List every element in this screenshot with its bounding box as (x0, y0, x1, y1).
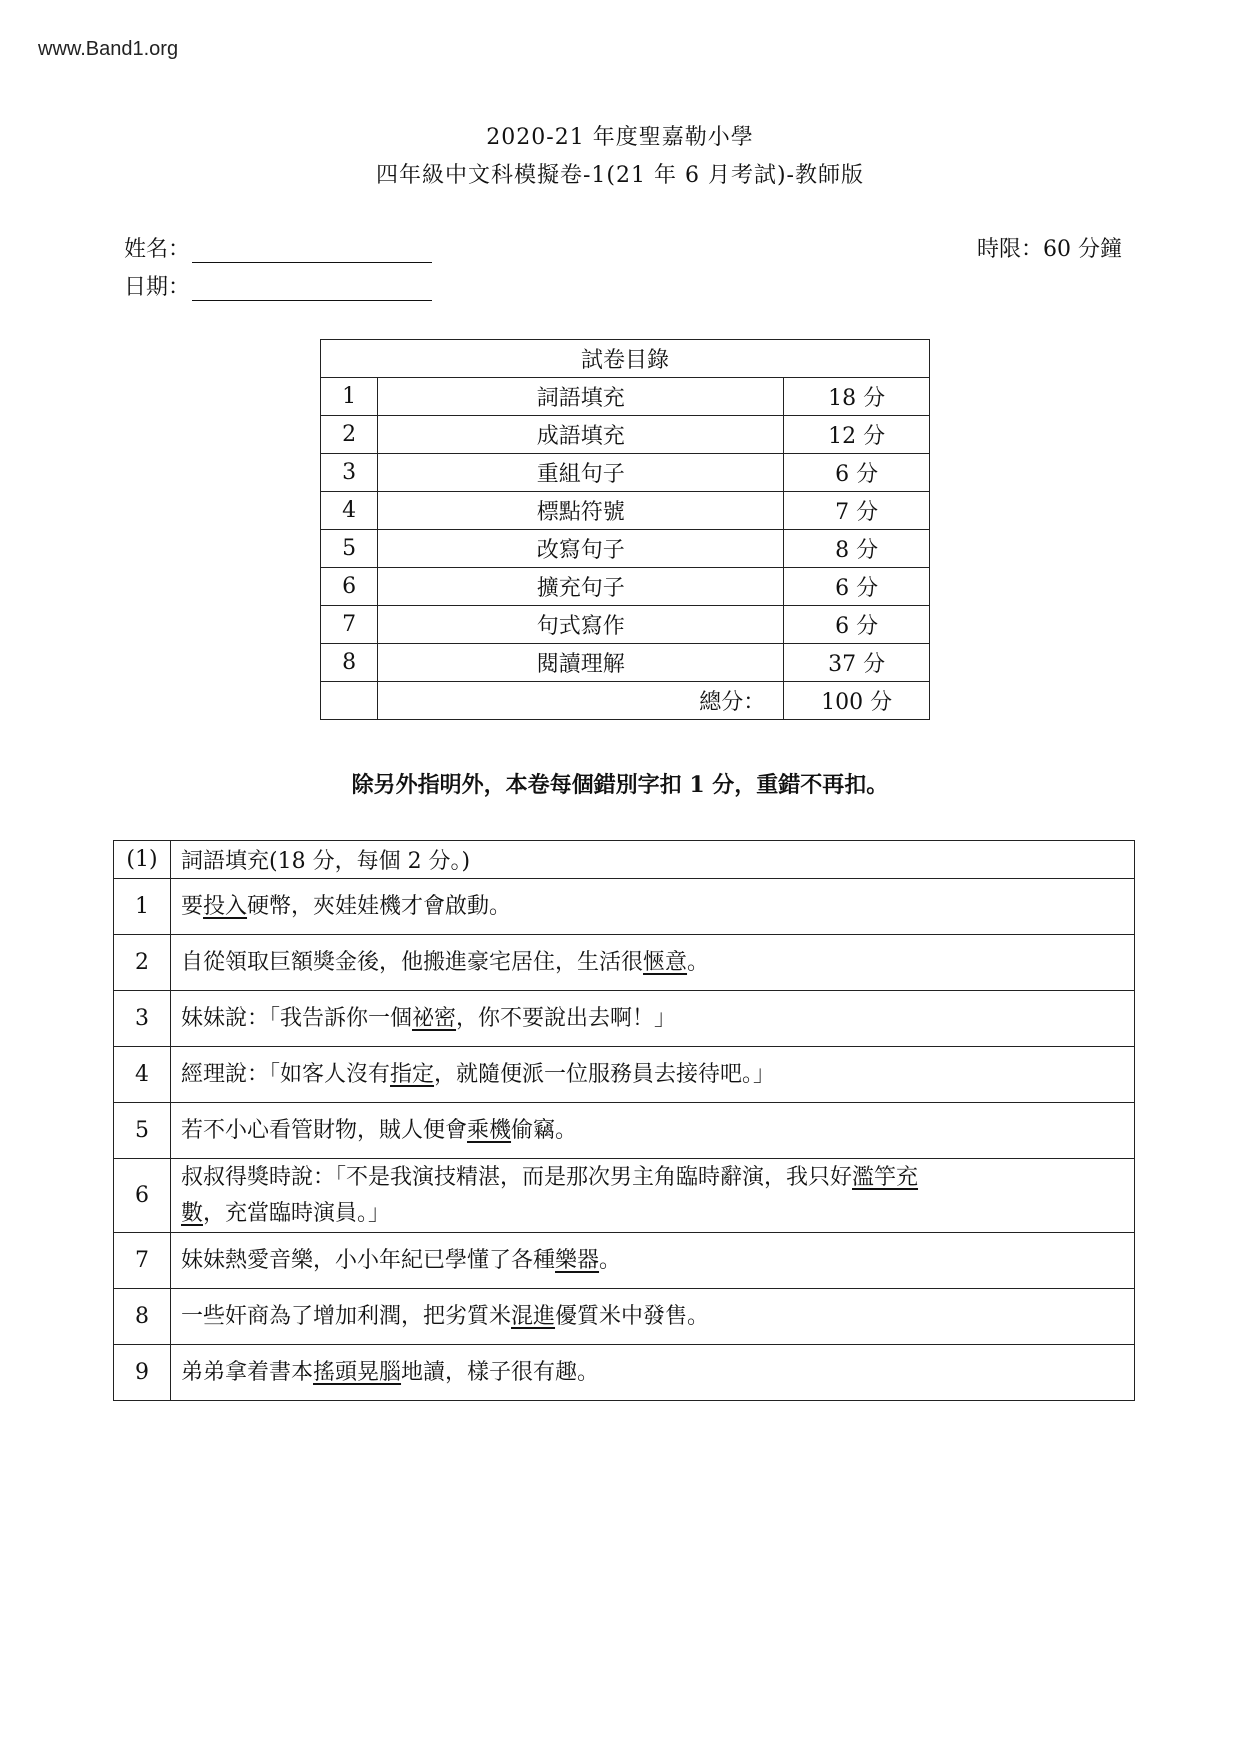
name-field (124, 232, 432, 263)
question-answer: 樂器 (555, 1247, 600, 1273)
contents-row (321, 606, 930, 644)
section1-table (113, 840, 1135, 1401)
contents-row-number: 8 (321, 644, 378, 682)
contents-row-section: 標點符號 (378, 492, 784, 530)
question-number: 4 (114, 1047, 171, 1103)
site-watermark: www.Band1.org (38, 38, 179, 60)
contents-total-label: 總分： (378, 682, 784, 720)
contents-row-score: 8 分 (784, 530, 930, 568)
question-text-before: 自從領取巨額獎金後，他搬進豪宅居住，生活很 (181, 949, 644, 975)
contents-total-row (321, 682, 930, 720)
question-number: 2 (114, 935, 171, 991)
contents-total-score: 100 分 (784, 682, 930, 720)
question-row (114, 1345, 1135, 1401)
question-number: 7 (114, 1233, 171, 1289)
question-text-after: 偷竊。 (511, 1117, 578, 1143)
contents-total-empty (321, 682, 378, 720)
question-number: 9 (114, 1345, 171, 1401)
question-row (114, 1233, 1135, 1289)
question-number: 3 (114, 991, 171, 1047)
contents-row-section: 詞語填充 (378, 378, 784, 416)
question-text (171, 1289, 1135, 1345)
question-number: 5 (114, 1103, 171, 1159)
contents-row (321, 644, 930, 682)
question-answer: 投入 (203, 893, 248, 919)
contents-heading-row (321, 340, 930, 378)
question-text-after: ，充當臨時演員。」 (203, 1200, 391, 1226)
contents-row-number: 1 (321, 378, 378, 416)
contents-row-number: 3 (321, 454, 378, 492)
question-text (171, 1047, 1135, 1103)
question-text (171, 1233, 1135, 1289)
question-text-before: 若不小心看管財物，賊人便會 (181, 1117, 468, 1143)
question-answer: 濫竽充數 (181, 1164, 919, 1226)
contents-row-number: 2 (321, 416, 378, 454)
question-text-before: 一些奸商為了增加利潤，把劣質米 (181, 1303, 512, 1329)
contents-row (321, 416, 930, 454)
question-number: 1 (114, 879, 171, 935)
question-text (171, 1103, 1135, 1159)
question-text-before: 妹妹熱愛音樂，小小年紀已學懂了各種 (181, 1247, 556, 1273)
question-text-after: ，就隨便派一位服務員去接待吧。」 (434, 1061, 776, 1087)
contents-heading: 試卷目錄 (321, 340, 930, 378)
question-text-after: 硬幣，夾娃娃機才會啟動。 (247, 893, 512, 919)
question-answer: 搖頭晃腦 (313, 1359, 402, 1385)
section-number: (1) (114, 841, 171, 879)
question-row (114, 935, 1135, 991)
question-answer: 乘機 (467, 1117, 512, 1143)
contents-row-score: 37 分 (784, 644, 930, 682)
date-blank-line (192, 276, 432, 301)
name-label: 姓名： (124, 237, 191, 262)
question-text-before: 妹妹說：「我告訴你一個 (181, 1005, 413, 1031)
contents-row-section: 改寫句子 (378, 530, 784, 568)
contents-row-section: 閱讀理解 (378, 644, 784, 682)
question-number: 6 (114, 1159, 171, 1233)
section1-header-row (114, 841, 1135, 879)
question-text-after: 。 (599, 1247, 622, 1273)
contents-row-section: 重組句子 (378, 454, 784, 492)
contents-row-score: 6 分 (784, 454, 930, 492)
question-text (171, 991, 1135, 1047)
question-text (171, 1345, 1135, 1401)
contents-row-score: 6 分 (784, 606, 930, 644)
contents-row-score: 12 分 (784, 416, 930, 454)
time-limit: 時限：60 分鐘 (977, 237, 1122, 262)
question-row (114, 1289, 1135, 1345)
contents-row-score: 18 分 (784, 378, 930, 416)
question-answer: 祕密 (412, 1005, 457, 1031)
contents-table (320, 339, 930, 720)
contents-row-section: 句式寫作 (378, 606, 784, 644)
question-text-before: 弟弟拿着書本 (181, 1359, 314, 1385)
contents-row (321, 530, 930, 568)
contents-row-number: 4 (321, 492, 378, 530)
question-text (171, 935, 1135, 991)
question-row (114, 879, 1135, 935)
question-text-before: 要 (181, 893, 204, 919)
contents-row-number: 7 (321, 606, 378, 644)
question-text-after: 優質米中發售。 (555, 1303, 710, 1329)
question-answer: 愜意 (643, 949, 688, 975)
question-text-after: 。 (687, 949, 710, 975)
contents-row-number: 6 (321, 568, 378, 606)
spelling-note: 除另外指明外，本卷每個錯別字扣 1 分，重錯不再扣。 (351, 772, 889, 798)
contents-row (321, 568, 930, 606)
paper-subtitle: 四年級中文科模擬卷-1(21 年 6 月考試)-教師版 (375, 163, 864, 188)
question-row (114, 991, 1135, 1047)
date-field (124, 270, 432, 301)
question-text-after: ，你不要說出去啊！」 (456, 1005, 677, 1031)
contents-row-score: 7 分 (784, 492, 930, 530)
date-label: 日期： (124, 275, 191, 300)
section-title: 詞語填充(18 分，每個 2 分。) (171, 841, 1135, 879)
question-answer: 指定 (390, 1061, 435, 1087)
paper-title: 2020-21 年度聖嘉勒小學 (486, 125, 754, 150)
question-number: 8 (114, 1289, 171, 1345)
contents-row-number: 5 (321, 530, 378, 568)
contents-row (321, 378, 930, 416)
contents-row-section: 擴充句子 (378, 568, 784, 606)
contents-row (321, 454, 930, 492)
question-text-after: 地讀，樣子很有趣。 (401, 1359, 600, 1385)
question-text-before: 經理說：「如客人沒有 (181, 1061, 391, 1087)
question-row (114, 1159, 1135, 1233)
question-text-before: 叔叔得獎時說：「不是我演技精湛，而是那次男主角臨時辭演，我只好 (181, 1164, 853, 1190)
name-blank-line (192, 238, 432, 263)
question-row (114, 1047, 1135, 1103)
contents-row (321, 492, 930, 530)
question-text (171, 879, 1135, 935)
question-row (114, 1103, 1135, 1159)
question-text (171, 1159, 1135, 1233)
question-answer: 混進 (511, 1303, 556, 1329)
contents-row-score: 6 分 (784, 568, 930, 606)
contents-row-section: 成語填充 (378, 416, 784, 454)
